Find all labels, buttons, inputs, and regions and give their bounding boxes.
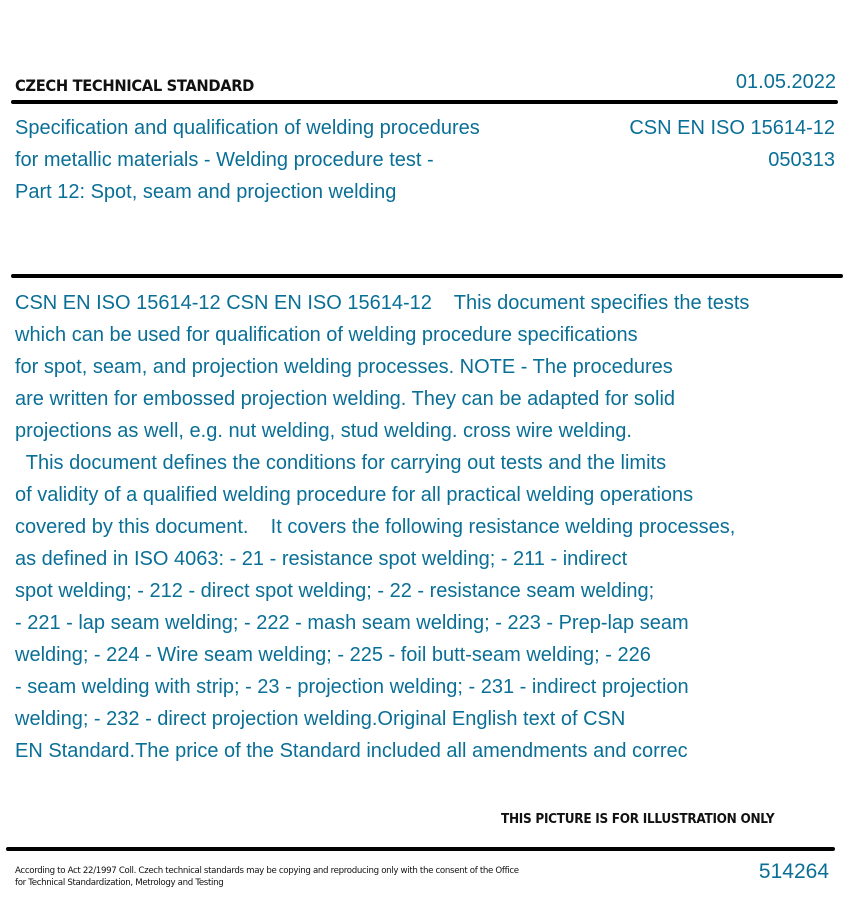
abstract-line: welding; - 232 - direct projection welding.Original English text of CSN xyxy=(15,708,626,730)
classification-number: 050313 xyxy=(768,149,835,171)
abstract-line: This document defines the conditions for carrying out tests and the limits xyxy=(15,452,667,474)
legal-line: for Technical Standardization, Metrology and Testing xyxy=(15,878,224,888)
abstract-line: welding; - 224 - Wire seam welding; - 225 - foil butt-seam welding; - 226 xyxy=(15,644,651,666)
document-type-label: CZECH TECHNICAL STANDARD xyxy=(15,76,255,95)
legal-notice xyxy=(15,865,615,889)
abstract-text xyxy=(15,287,860,767)
title-line: Part 12: Spot, seam and projection welding xyxy=(15,181,397,203)
abstract-line: spot welding; - 212 - direct spot welding; - 22 - resistance seam welding; xyxy=(15,580,655,602)
legal-line: According to Act 22/1997 Coll. Czech technical standards may be copying and reproducing only with the consent of the Office xyxy=(15,866,519,876)
header-divider xyxy=(11,100,838,104)
standard-identifiers xyxy=(629,112,835,176)
abstract-line: EN Standard.The price of the Standard included all amendments and correc xyxy=(15,740,688,762)
abstract-line: CSN EN ISO 15614-12 CSN EN ISO 15614-12 This document specifies the tests xyxy=(15,292,750,314)
abstract-line: as defined in ISO 4063: - 21 - resistance spot welding; - 211 - indirect xyxy=(15,548,628,570)
title-divider xyxy=(11,274,843,278)
standard-title xyxy=(15,112,575,208)
abstract-line: of validity of a qualified welding procedure for all practical welding operations xyxy=(15,484,694,506)
publication-date: 01.05.2022 xyxy=(735,71,836,93)
standard-code: CSN EN ISO 15614-12 xyxy=(629,117,835,139)
title-line: Specification and qualification of welding procedures xyxy=(15,117,480,139)
title-line: for metallic materials - Welding procedure test - xyxy=(15,149,434,171)
abstract-line: for spot, seam, and projection welding processes. NOTE - The procedures xyxy=(15,356,673,378)
product-id: 514264 xyxy=(758,860,829,883)
abstract-line: - seam welding with strip; - 23 - projection welding; - 231 - indirect projection xyxy=(15,676,689,698)
abstract-line: covered by this document. It covers the following resistance welding processes, xyxy=(15,516,736,538)
abstract-line: projections as well, e.g. nut welding, stud welding. cross wire welding. xyxy=(15,420,632,442)
abstract-line: are written for embossed projection welding. They can be adapted for solid xyxy=(15,388,676,410)
abstract-line: - 221 - lap seam welding; - 222 - mash seam welding; - 223 - Prep-lap seam xyxy=(15,612,689,634)
illustration-disclaimer: THIS PICTURE IS FOR ILLUSTRATION ONLY xyxy=(501,812,775,827)
abstract-line: which can be used for qualification of welding procedure specifications xyxy=(15,324,638,346)
footer-divider xyxy=(6,847,835,851)
